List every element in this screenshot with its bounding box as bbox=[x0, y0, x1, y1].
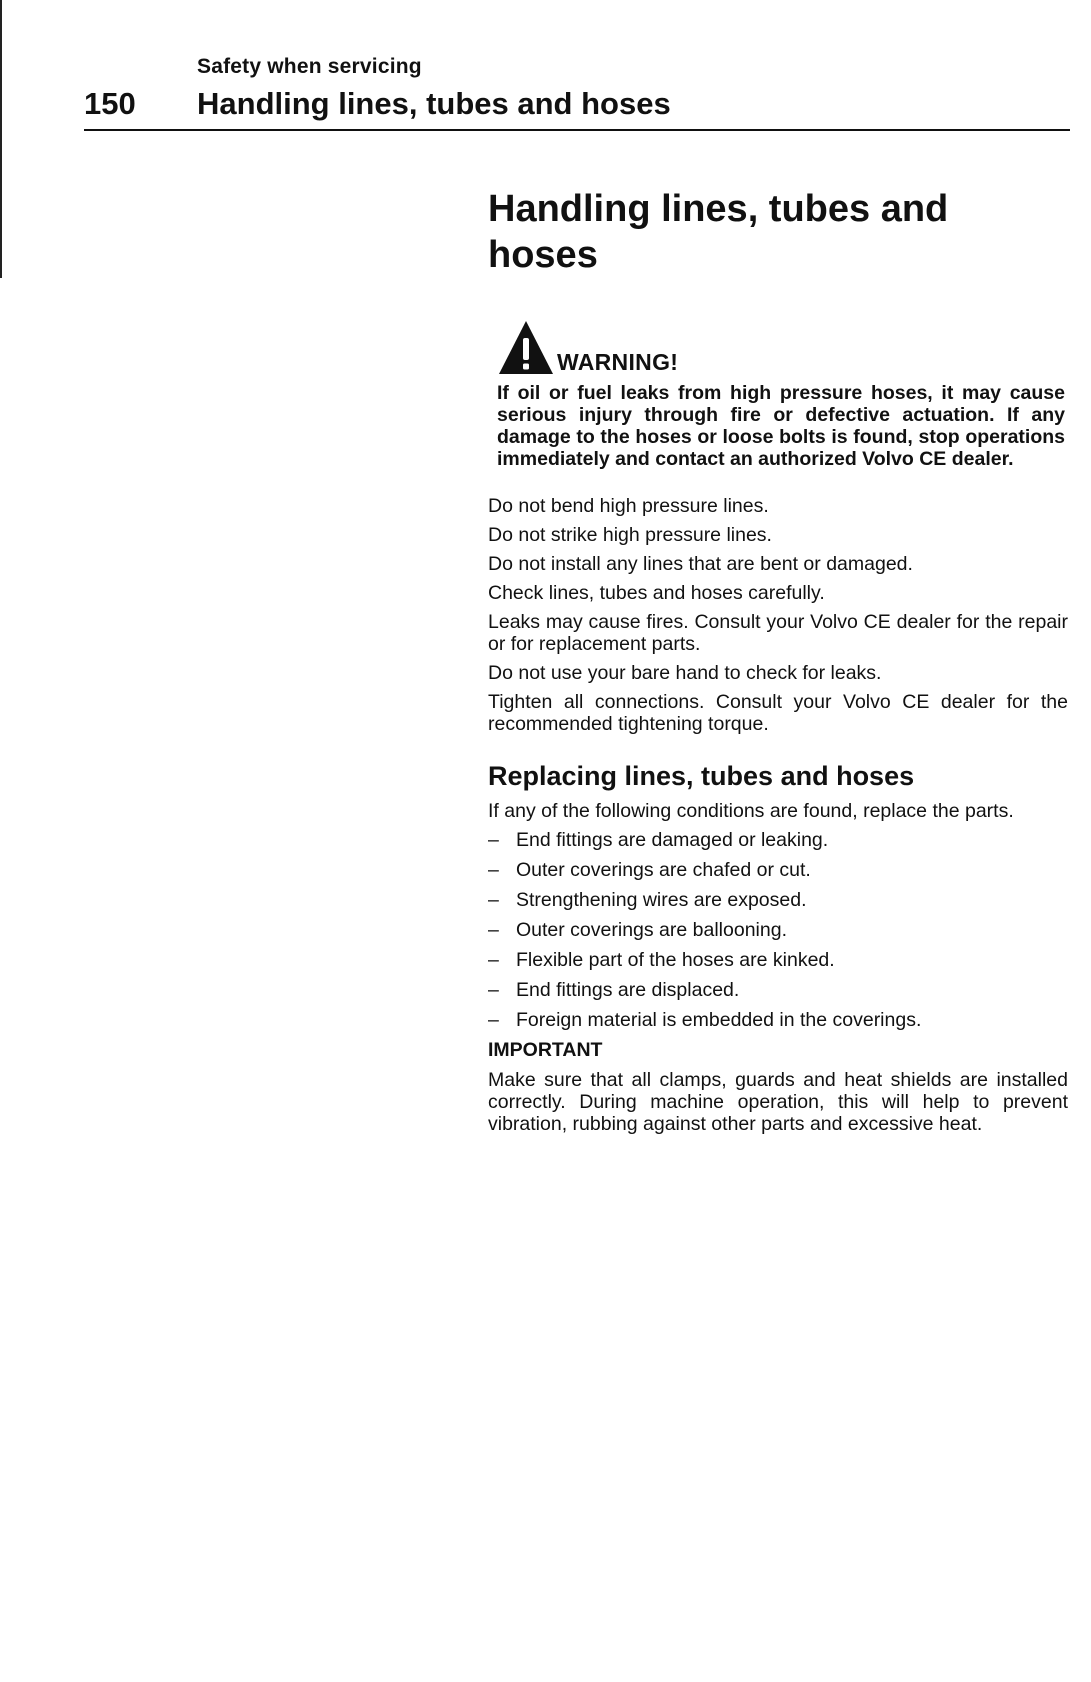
warning-label: WARNING! bbox=[557, 349, 679, 375]
important-text: Make sure that all clamps, guards and heat shields are installed correctly. During machine operation, this will help to prevent vibration, rubbing against other parts and excessive heat. bbox=[488, 1069, 1068, 1135]
instruction-paragraph: Tighten all connections. Consult your Volvo CE dealer for the recommended tightening torque. bbox=[488, 691, 1068, 735]
condition-item bbox=[488, 859, 1068, 881]
dash-bullet-icon: – bbox=[488, 889, 499, 911]
dash-bullet-icon: – bbox=[488, 829, 499, 851]
instruction-list bbox=[488, 495, 1068, 735]
main-content bbox=[488, 186, 1068, 1142]
warning-text: If oil or fuel leaks from high pressure hoses, it may cause serious injury through fire or defective actuation. If any damage to the hoses or loose bolts is found, stop operations immediately and contact an authorized Volvo CE dealer. bbox=[497, 382, 1065, 470]
instruction-paragraph: Do not strike high pressure lines. bbox=[488, 524, 772, 546]
condition-text: End fittings are damaged or leaking. bbox=[516, 829, 829, 851]
dash-bullet-icon: – bbox=[488, 919, 499, 941]
instruction-paragraph: Leaks may cause fires. Consult your Volvo CE dealer for the repair or for replacement parts. bbox=[488, 611, 1068, 655]
dash-bullet-icon: – bbox=[488, 1009, 499, 1031]
instruction-paragraph: Check lines, tubes and hoses carefully. bbox=[488, 582, 825, 604]
running-header-title: Handling lines, tubes and hoses bbox=[197, 86, 671, 121]
condition-item bbox=[488, 979, 1068, 1001]
condition-item bbox=[488, 829, 1068, 851]
conditions-list bbox=[488, 829, 1068, 1031]
condition-text: Outer coverings are chafed or cut. bbox=[516, 859, 811, 881]
important-label: IMPORTANT bbox=[488, 1039, 603, 1061]
dash-bullet-icon: – bbox=[488, 949, 499, 971]
warning-triangle-icon bbox=[497, 318, 555, 376]
condition-text: Flexible part of the hoses are kinked. bbox=[516, 949, 835, 971]
instruction-paragraph: Do not bend high pressure lines. bbox=[488, 495, 769, 517]
condition-text: Strengthening wires are exposed. bbox=[516, 889, 807, 911]
condition-item bbox=[488, 1009, 1068, 1031]
replacing-heading: Replacing lines, tubes and hoses bbox=[488, 761, 915, 791]
page-number: 150 bbox=[84, 86, 136, 121]
condition-item bbox=[488, 889, 1068, 911]
warning-box bbox=[488, 316, 1068, 470]
header-divider bbox=[84, 129, 1070, 131]
condition-text: End fittings are displaced. bbox=[516, 979, 740, 1001]
page-edge-line bbox=[0, 0, 2, 278]
condition-item bbox=[488, 919, 1068, 941]
replacing-intro: If any of the following conditions are found, replace the parts. bbox=[488, 800, 1014, 822]
dash-bullet-icon: – bbox=[488, 979, 499, 1001]
page-title: Handling lines, tubes and hoses bbox=[488, 188, 949, 276]
condition-text: Outer coverings are ballooning. bbox=[516, 919, 787, 941]
running-header-section: Safety when servicing bbox=[197, 55, 422, 78]
dash-bullet-icon: – bbox=[488, 859, 499, 881]
warning-header bbox=[497, 316, 1068, 376]
instruction-paragraph: Do not install any lines that are bent or damaged. bbox=[488, 553, 913, 575]
instruction-paragraph: Do not use your bare hand to check for leaks. bbox=[488, 662, 882, 684]
condition-text: Foreign material is embedded in the coverings. bbox=[516, 1009, 922, 1031]
condition-item bbox=[488, 949, 1068, 971]
